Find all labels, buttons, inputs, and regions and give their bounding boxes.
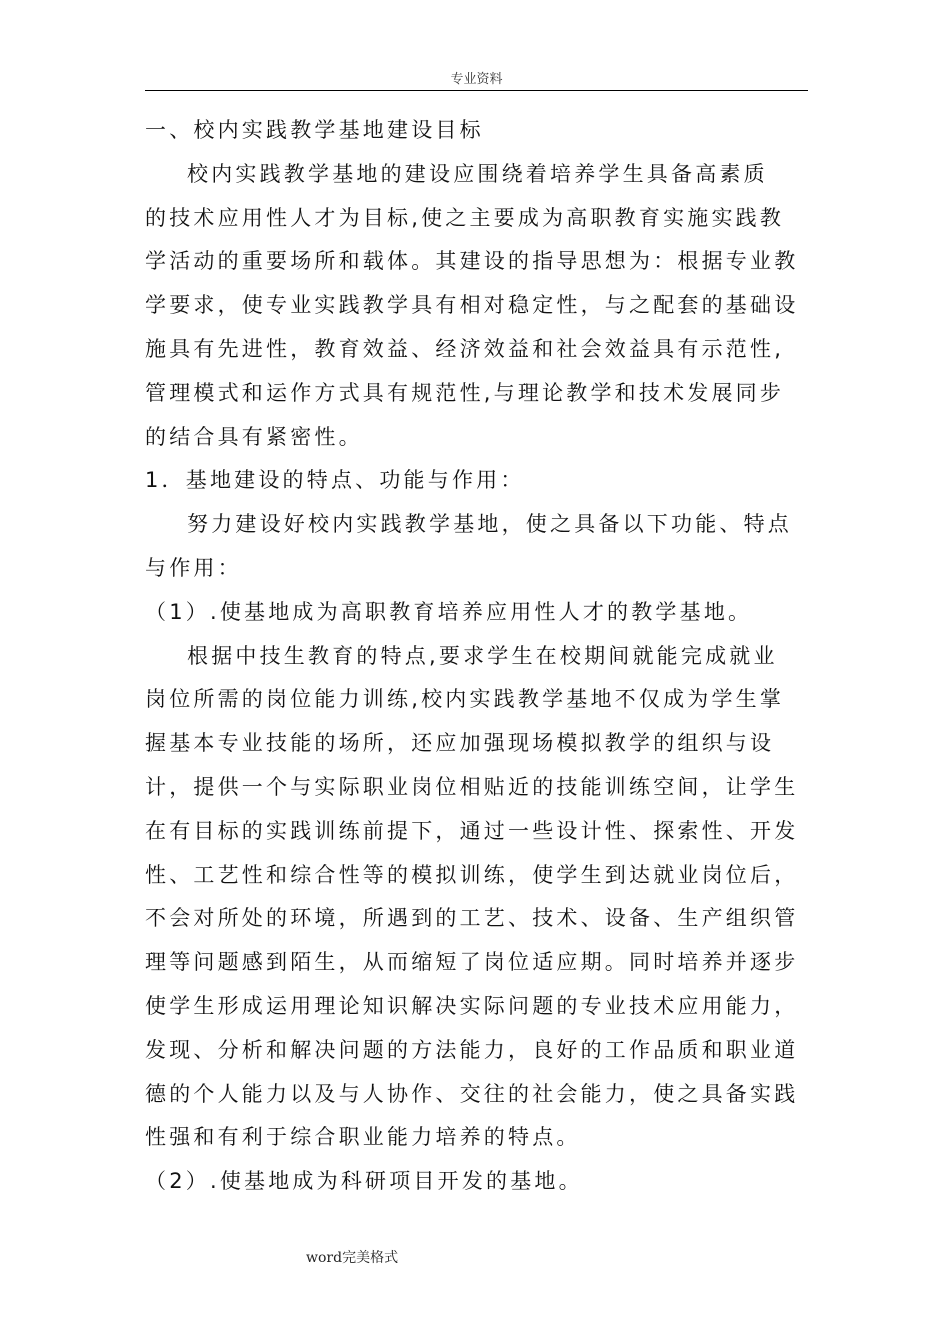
paragraph-line: 学要求，使专业实践教学具有相对稳定性，与之配套的基础设 <box>145 293 799 318</box>
paragraph-line: 校内实践教学基地的建设应围绕着培养学生具备高素质 <box>187 161 768 186</box>
paragraph-line: 岗位所需的岗位能力训练,校内实践教学基地不仅成为学生掌 <box>145 687 785 712</box>
paragraph-line: 的技术应用性人才为目标,使之主要成为高职教育实施实践教 <box>145 205 785 230</box>
paragraph-line: 性、工艺性和综合性等的模拟训练，使学生到达就业岗位后， <box>145 862 799 887</box>
paragraph-line: 发现、分析和解决问题的方法能力，良好的工作品质和职业道 <box>145 1037 799 1062</box>
paragraph-line: 不会对所处的环境，所遇到的工艺、技术、设备、生产组织管 <box>145 906 799 931</box>
paragraph-line: 与作用： <box>145 555 242 580</box>
paragraph-line: 施具有先进性，教育效益、经济效益和社会效益具有示范性, <box>145 336 785 361</box>
paragraph-line: 根据中技生教育的特点,要求学生在校期间就能完成就业 <box>187 643 778 668</box>
section-heading: 一、校内实践教学基地建设目标 <box>145 118 484 142</box>
paragraph-line: 努力建设好校内实践教学基地，使之具备以下功能、特点 <box>187 512 792 537</box>
paragraph-line: 在有目标的实践训练前提下，通过一些设计性、探索性、开发 <box>145 818 799 843</box>
page-header: 专业资料 <box>450 72 503 87</box>
paragraph-line: 的结合具有紧密性。 <box>145 424 363 449</box>
paragraph-line: 计，提供一个与实际职业岗位相贴近的技能训练空间，让学生 <box>145 774 799 799</box>
header-divider <box>145 90 808 91</box>
paragraph-line: 使学生形成运用理论知识解决实际问题的专业技术应用能力， <box>145 993 799 1018</box>
page-footer: word完美格式 <box>306 1250 399 1266</box>
paragraph-line: 握基本专业技能的场所，还应加强现场模拟教学的组织与设 <box>145 731 775 756</box>
paragraph-line: 学活动的重要场所和载体。其建设的指导思想为：根据专业教 <box>145 249 799 274</box>
paragraph-line: 德的个人能力以及与人协作、交往的社会能力，使之具备实践 <box>145 1081 799 1106</box>
document-body <box>145 109 810 1204</box>
list-item-heading: （1）.使基地成为高职教育培养应用性人才的教学基地。 <box>145 599 753 624</box>
paragraph-line: 理等问题感到陌生，从而缩短了岗位适应期。同时培养并逐步 <box>145 950 799 975</box>
paragraph-line: 性强和有利于综合职业能力培养的特点。 <box>145 1125 581 1150</box>
list-item-heading: （2）.使基地成为科研项目开发的基地。 <box>145 1169 583 1194</box>
subsection-heading: 1．基地建设的特点、功能与作用： <box>145 468 525 493</box>
paragraph-line: 管理模式和运作方式具有规范性,与理论教学和技术发展同步 <box>145 380 785 405</box>
